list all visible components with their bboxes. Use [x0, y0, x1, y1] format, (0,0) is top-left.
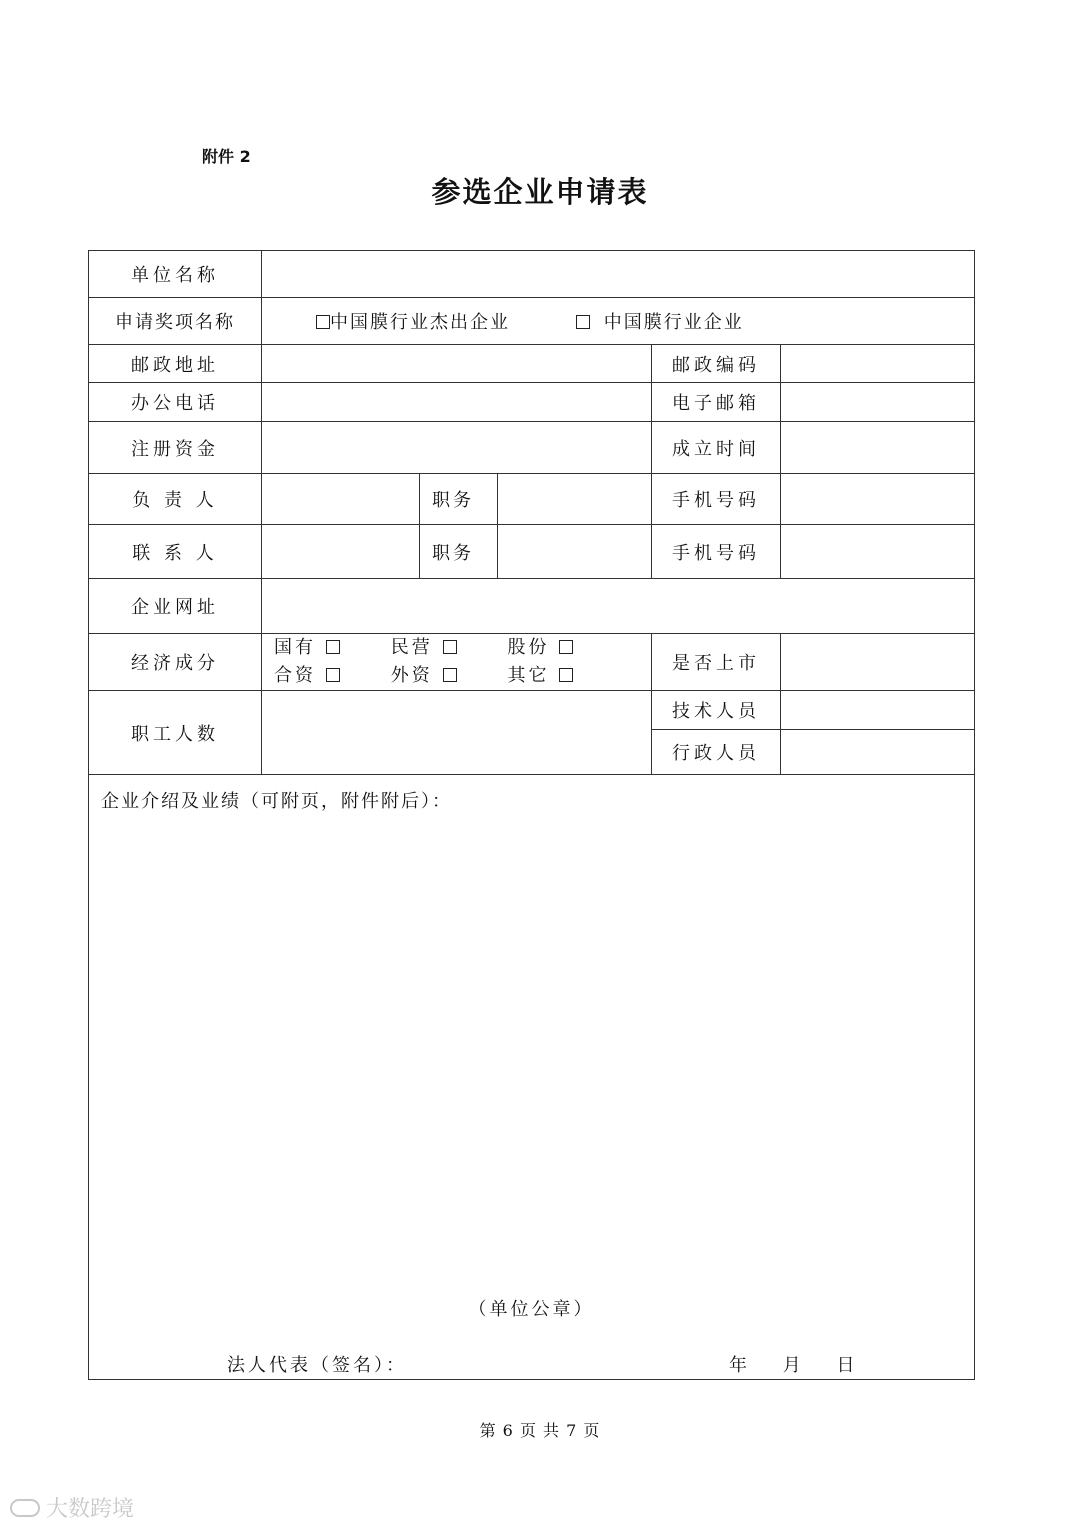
responsible-mobile-field[interactable]	[781, 474, 975, 525]
checkbox-outstanding[interactable]	[316, 315, 330, 329]
postal-address-field[interactable]	[262, 345, 652, 383]
contact-mobile-label: 手机号码	[652, 525, 781, 579]
watermark-text: 大数跨境	[46, 1497, 135, 1522]
economy-option-joint[interactable]	[274, 662, 382, 690]
admin-staff-field[interactable]	[781, 730, 975, 775]
row-website	[89, 579, 975, 634]
row-contact	[89, 525, 975, 579]
economy-option-private-label: 民营	[390, 637, 433, 658]
watermark-logo-icon	[10, 1499, 40, 1517]
responsible-field[interactable]	[262, 474, 420, 525]
checkbox-other[interactable]	[559, 668, 573, 682]
economy-option-state[interactable]	[274, 634, 382, 662]
postal-address-label: 邮政地址	[89, 345, 262, 383]
checkbox-enterprise[interactable]	[576, 315, 590, 329]
economy-option-foreign[interactable]	[391, 662, 499, 690]
row-phone	[89, 383, 975, 422]
page-number: 第 6 页 共 7 页	[479, 1421, 601, 1440]
contact-position-label: 职务	[420, 525, 498, 579]
admin-staff-label: 行政人员	[652, 730, 781, 775]
listed-label: 是否上市	[652, 634, 781, 691]
office-phone-label: 办公电话	[89, 383, 262, 422]
row-unit-name	[89, 251, 975, 298]
economy-label: 经济成分	[89, 634, 262, 691]
checkbox-joint[interactable]	[326, 668, 340, 682]
award-option-outstanding-label: 中国膜行业杰出企业	[330, 312, 510, 333]
contact-position-field[interactable]	[498, 525, 652, 579]
responsible-mobile-label: 手机号码	[652, 474, 781, 525]
responsible-position-label: 职务	[420, 474, 498, 525]
economy-option-joint-label: 合资	[274, 665, 316, 686]
contact-label: 联 系 人	[89, 525, 262, 579]
date-month: 月	[782, 1355, 801, 1376]
award-option-enterprise-label: 中国膜行业企业	[603, 312, 744, 333]
row-capital	[89, 422, 975, 474]
staff-label: 职工人数	[89, 691, 262, 775]
award-label: 申请奖项名称	[89, 298, 262, 345]
intro-label: 企业介绍及业绩（可附页，附件附后）：	[101, 791, 452, 812]
signature-label: 法人代表（签名）：	[227, 1355, 407, 1376]
row-postal	[89, 345, 975, 383]
postal-code-field[interactable]	[781, 345, 975, 383]
date-day: 日	[836, 1355, 855, 1376]
award-option-enterprise[interactable]	[576, 308, 744, 334]
row-award	[89, 298, 975, 345]
economy-options	[262, 634, 652, 691]
responsible-position-field[interactable]	[498, 474, 652, 525]
application-form-table	[88, 250, 975, 1380]
date-line	[729, 1351, 884, 1377]
economy-option-shareholding[interactable]	[507, 634, 615, 662]
contact-field[interactable]	[262, 525, 420, 579]
established-field[interactable]	[781, 422, 975, 474]
responsible-label: 负 责 人	[89, 474, 262, 525]
tech-staff-label: 技术人员	[652, 691, 781, 730]
checkbox-shareholding[interactable]	[559, 640, 573, 654]
established-label: 成立时间	[652, 422, 781, 474]
award-options	[262, 298, 975, 345]
form-title: 参选企业申请表	[431, 175, 649, 209]
economy-option-shareholding-label: 股份	[507, 637, 550, 658]
watermark	[10, 1492, 134, 1523]
date-year: 年	[729, 1355, 747, 1376]
email-label: 电子邮箱	[652, 383, 781, 422]
website-label: 企业网址	[89, 579, 262, 634]
economy-option-other[interactable]	[507, 662, 615, 690]
office-phone-field[interactable]	[262, 383, 652, 422]
economy-option-private[interactable]	[391, 634, 499, 662]
tech-staff-field[interactable]	[781, 691, 975, 730]
checkbox-state[interactable]	[326, 640, 340, 654]
economy-option-other-label: 其它	[507, 665, 550, 686]
registered-capital-field[interactable]	[262, 422, 652, 474]
postal-code-label: 邮政编码	[652, 345, 781, 383]
contact-mobile-field[interactable]	[781, 525, 975, 579]
staff-field[interactable]	[262, 691, 652, 775]
unit-name-label: 单位名称	[89, 251, 262, 298]
website-field[interactable]	[262, 579, 975, 634]
unit-name-field[interactable]	[262, 251, 975, 298]
row-staff-tech	[89, 691, 975, 730]
row-intro	[89, 775, 975, 1380]
checkbox-private[interactable]	[443, 640, 457, 654]
registered-capital-label: 注册资金	[89, 422, 262, 474]
economy-option-foreign-label: 外资	[390, 665, 433, 686]
attachment-label: 附件 2	[202, 147, 251, 166]
economy-option-state-label: 国有	[274, 637, 316, 658]
intro-field[interactable]	[89, 775, 975, 1380]
seal-label: （单位公章）	[468, 1299, 595, 1320]
row-responsible	[89, 474, 975, 525]
email-field[interactable]	[781, 383, 975, 422]
listed-field[interactable]	[781, 634, 975, 691]
award-option-outstanding[interactable]	[316, 308, 510, 334]
row-economy	[89, 634, 975, 691]
checkbox-foreign[interactable]	[443, 668, 457, 682]
